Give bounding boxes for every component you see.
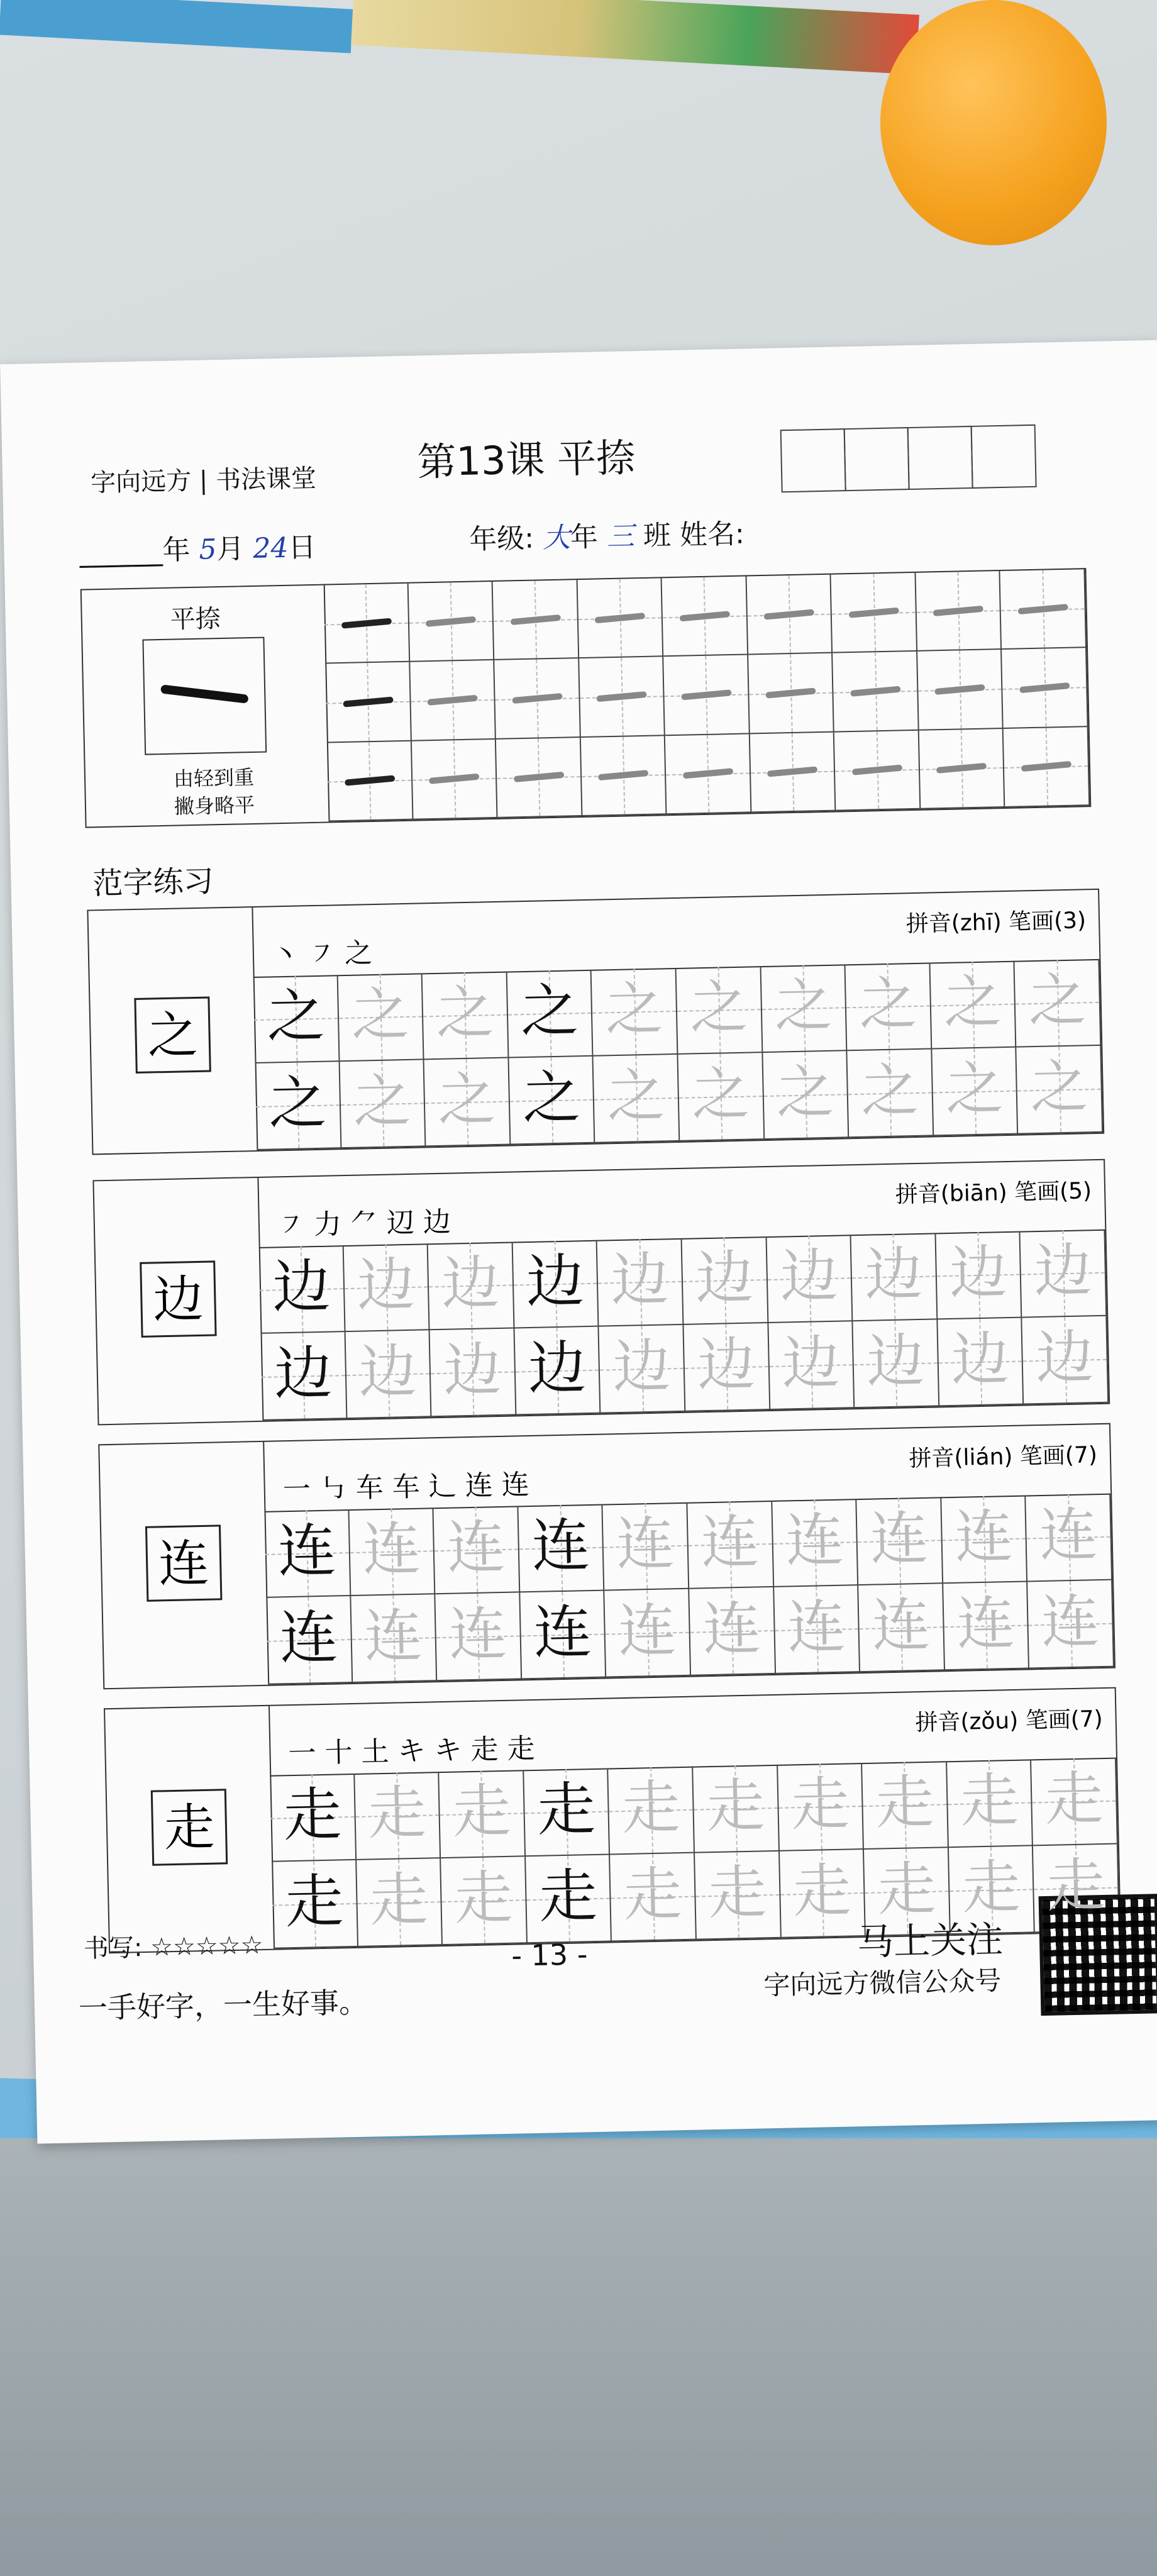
practice-cell[interactable] bbox=[930, 961, 1016, 1050]
practice-char: 边 bbox=[356, 1250, 416, 1319]
practice-char: 连 bbox=[533, 1598, 592, 1667]
practice-cell[interactable] bbox=[763, 1051, 849, 1140]
brand-logo: 字向远方 | 书法课堂 bbox=[90, 464, 317, 498]
practice-char: 连 bbox=[277, 1516, 337, 1585]
stroke-cell[interactable] bbox=[1002, 648, 1088, 729]
practice-char: 连 bbox=[1041, 1587, 1100, 1657]
class-value[interactable]: 三 bbox=[606, 520, 635, 553]
practice-char: 走 bbox=[1046, 1852, 1106, 1920]
practice-cell[interactable] bbox=[261, 1332, 347, 1421]
name-box[interactable] bbox=[907, 426, 973, 490]
practice-char: 走 bbox=[961, 1853, 1021, 1922]
practice-cell[interactable] bbox=[434, 1506, 520, 1594]
practice-cell[interactable] bbox=[1015, 959, 1101, 1048]
big-char: 边 bbox=[140, 1260, 216, 1337]
practice-char: 连 bbox=[362, 1514, 421, 1584]
stroke-cell[interactable] bbox=[327, 741, 413, 821]
practice-char: 走 bbox=[453, 1863, 514, 1933]
practice-char: 走 bbox=[1044, 1765, 1104, 1833]
name-boxes bbox=[782, 424, 1047, 492]
practice-char: 走 bbox=[875, 1768, 935, 1837]
practice-cell[interactable] bbox=[255, 1062, 341, 1150]
practice-cell[interactable] bbox=[780, 1850, 866, 1938]
practice-cell[interactable] bbox=[603, 1502, 689, 1591]
practice-cell[interactable] bbox=[512, 1240, 599, 1329]
practice-char: 之 bbox=[268, 1069, 328, 1138]
stroke-cell[interactable] bbox=[831, 573, 917, 653]
practice-cell[interactable] bbox=[509, 1057, 595, 1145]
slogan: 一手好字，一生好事。 bbox=[78, 1985, 368, 2026]
practice-char: 连 bbox=[869, 1504, 929, 1573]
practice-cell[interactable] bbox=[351, 1594, 437, 1683]
practice-cell[interactable] bbox=[864, 1848, 950, 1936]
practice-cell[interactable] bbox=[272, 1860, 358, 1949]
stroke-reference bbox=[82, 586, 330, 827]
stroke-mark bbox=[1019, 682, 1070, 693]
practice-cell[interactable] bbox=[340, 1060, 426, 1148]
stroke-note-2: 撇身略平 bbox=[174, 792, 255, 819]
section-title: 范字练习 bbox=[92, 863, 214, 902]
practice-char: 连 bbox=[448, 1599, 508, 1668]
practice-char: 边 bbox=[779, 1241, 839, 1311]
practice-char: 走 bbox=[367, 1779, 427, 1848]
stroke-mark bbox=[598, 770, 648, 780]
stroke-cell[interactable] bbox=[577, 578, 663, 658]
stroke-cell[interactable] bbox=[919, 729, 1005, 809]
practice-char: 边 bbox=[527, 1334, 587, 1403]
practice-char: 连 bbox=[956, 1589, 1016, 1658]
practice-char: 之 bbox=[690, 1060, 751, 1129]
practice-char: 连 bbox=[787, 1592, 846, 1662]
practice-cell[interactable] bbox=[695, 1852, 781, 1940]
practice-char: 边 bbox=[525, 1247, 585, 1316]
practice-char: 走 bbox=[536, 1775, 596, 1844]
practice-cell[interactable] bbox=[1026, 1494, 1112, 1582]
stroke-cell[interactable] bbox=[580, 736, 667, 816]
practice-char: 边 bbox=[1033, 1236, 1093, 1306]
stroke-cell[interactable] bbox=[496, 738, 582, 818]
practice-cell[interactable] bbox=[1022, 1316, 1109, 1405]
floor bbox=[0, 2138, 1157, 2576]
char-block-zhi bbox=[87, 889, 1104, 1155]
practice-cell[interactable] bbox=[424, 1058, 511, 1147]
practice-grid bbox=[270, 1758, 1119, 1949]
practice-char: 边 bbox=[695, 1243, 755, 1313]
practice-char: 边 bbox=[272, 1252, 331, 1321]
practice-cell[interactable] bbox=[932, 1048, 1018, 1136]
stroke-cell[interactable] bbox=[1004, 727, 1090, 808]
name-box[interactable] bbox=[844, 427, 910, 491]
stroke-mark bbox=[429, 774, 479, 784]
practice-cell[interactable] bbox=[853, 1319, 939, 1408]
stroke-cell[interactable] bbox=[411, 740, 497, 820]
practice-cell[interactable] bbox=[774, 1585, 860, 1674]
practice-char: 之 bbox=[266, 982, 326, 1051]
practice-char: 边 bbox=[1035, 1323, 1095, 1392]
practice-char: 之 bbox=[350, 980, 410, 1049]
stroke-mark bbox=[510, 614, 560, 625]
practice-cell[interactable] bbox=[943, 1582, 1029, 1670]
practice-cell[interactable] bbox=[693, 1765, 779, 1853]
practice-cell[interactable] bbox=[941, 1495, 1027, 1584]
practice-cell[interactable] bbox=[851, 1233, 938, 1321]
stroke-cell[interactable] bbox=[493, 580, 579, 660]
practice-char: 之 bbox=[435, 979, 495, 1047]
pinyin-strokes: 拼音(biān) 笔画(5) bbox=[895, 1178, 1092, 1208]
name-box[interactable] bbox=[971, 425, 1037, 489]
practice-cell[interactable] bbox=[682, 1236, 768, 1325]
grade-value[interactable]: 大 bbox=[542, 521, 571, 555]
follow-label: 马上关注 bbox=[856, 1918, 1004, 1964]
practice-char: 边 bbox=[610, 1245, 670, 1314]
practice-cell[interactable] bbox=[526, 1855, 612, 1943]
practice-cell[interactable] bbox=[514, 1327, 601, 1416]
stroke-note-1: 由轻到重 bbox=[173, 765, 255, 791]
practice-cell[interactable] bbox=[524, 1768, 610, 1857]
practice-cell[interactable] bbox=[270, 1774, 356, 1862]
practice-cell[interactable] bbox=[355, 1772, 441, 1860]
big-char: 走 bbox=[151, 1789, 228, 1865]
practice-cell[interactable] bbox=[436, 1592, 522, 1681]
stroke-cell[interactable] bbox=[663, 655, 750, 736]
stroke-cell[interactable] bbox=[579, 657, 665, 738]
practice-char: 连 bbox=[700, 1507, 760, 1577]
practice-char: 边 bbox=[696, 1330, 756, 1399]
practice-cell[interactable] bbox=[938, 1318, 1024, 1407]
stroke-mark bbox=[512, 693, 562, 704]
name-box[interactable] bbox=[780, 428, 846, 492]
practice-char: 连 bbox=[363, 1601, 423, 1670]
practice-cell[interactable] bbox=[1021, 1230, 1107, 1318]
practice-cell[interactable] bbox=[520, 1591, 606, 1680]
stroke-mark bbox=[341, 618, 391, 628]
practice-cell[interactable] bbox=[507, 970, 593, 1058]
stroke-cell[interactable] bbox=[1000, 569, 1087, 650]
date-line: ______年 5月 24日 bbox=[79, 531, 316, 569]
pinyin-strokes: 拼音(lián) 笔画(7) bbox=[909, 1442, 1098, 1472]
practice-char: 之 bbox=[1029, 1053, 1089, 1122]
stroke-mark bbox=[934, 684, 985, 695]
char-block-zou bbox=[104, 1687, 1121, 1954]
stroke-demo bbox=[160, 684, 249, 703]
practice-char: 连 bbox=[279, 1603, 339, 1672]
stroke-practice-panel bbox=[80, 568, 1092, 828]
char-block-bian bbox=[92, 1159, 1110, 1426]
practice-char: 连 bbox=[616, 1509, 675, 1579]
practice-cell[interactable] bbox=[423, 972, 509, 1060]
practice-cell[interactable] bbox=[594, 1055, 680, 1143]
grade-line: 年级: 大年 三 班 姓名: bbox=[468, 518, 745, 556]
practice-char: 之 bbox=[604, 975, 664, 1044]
stroke-mark bbox=[767, 767, 817, 777]
practice-cell[interactable] bbox=[609, 1767, 695, 1855]
practice-char: 走 bbox=[792, 1857, 852, 1926]
practice-cell[interactable] bbox=[778, 1763, 864, 1852]
practice-char: 边 bbox=[612, 1332, 672, 1401]
practice-cell[interactable] bbox=[597, 1238, 684, 1327]
practice-char: 边 bbox=[948, 1238, 1008, 1307]
stroke-mark bbox=[765, 688, 816, 699]
practice-char: 走 bbox=[369, 1865, 429, 1935]
practice-char: 走 bbox=[621, 1774, 681, 1843]
practice-cell[interactable] bbox=[592, 968, 678, 1057]
stroke-order: ㇇ 力 ⺈ 辺 边 bbox=[277, 1206, 451, 1242]
practice-cell[interactable] bbox=[1027, 1580, 1114, 1669]
stroke-cell[interactable] bbox=[665, 734, 751, 814]
practice-char: 边 bbox=[443, 1335, 502, 1404]
pinyin-strokes: 拼音(zhī) 笔画(3) bbox=[905, 908, 1087, 938]
practice-cell[interactable] bbox=[599, 1325, 685, 1414]
stroke-cell[interactable] bbox=[662, 576, 748, 657]
practice-cell[interactable] bbox=[767, 1235, 853, 1323]
stroke-cell[interactable] bbox=[833, 652, 919, 732]
practice-char: 连 bbox=[871, 1591, 931, 1660]
stroke-mark bbox=[595, 613, 645, 623]
stroke-cell[interactable] bbox=[834, 730, 921, 811]
practice-char: 边 bbox=[950, 1325, 1010, 1394]
practice-char: 连 bbox=[954, 1502, 1014, 1571]
stroke-mark bbox=[426, 616, 476, 626]
practice-char: 走 bbox=[451, 1777, 512, 1846]
practice-char: 之 bbox=[775, 1058, 835, 1127]
practice-char: 连 bbox=[1039, 1501, 1099, 1570]
practice-cell[interactable] bbox=[689, 1587, 775, 1676]
practice-char: 边 bbox=[781, 1328, 841, 1397]
stroke-cell[interactable] bbox=[748, 653, 834, 734]
practice-cell[interactable] bbox=[266, 1596, 352, 1685]
stroke-cell[interactable] bbox=[408, 582, 494, 662]
lesson-title: 第13课 平捺 bbox=[416, 435, 636, 486]
char-block-lian bbox=[98, 1423, 1115, 1690]
practice-cell[interactable] bbox=[768, 1321, 855, 1410]
practice-cell[interactable] bbox=[678, 1053, 764, 1141]
practice-cell[interactable] bbox=[858, 1584, 944, 1672]
practice-char: 连 bbox=[617, 1596, 677, 1665]
practice-grid bbox=[259, 1230, 1109, 1421]
worksheet-paper bbox=[0, 340, 1157, 2144]
month-value[interactable]: 5 bbox=[198, 533, 217, 566]
practice-char: 之 bbox=[352, 1067, 412, 1136]
practice-cell[interactable] bbox=[856, 1497, 943, 1585]
stroke-mark bbox=[852, 765, 902, 775]
practice-cell[interactable] bbox=[1033, 1845, 1119, 1933]
stroke-mark bbox=[343, 697, 393, 708]
rating-stars[interactable]: 书写: ☆☆☆☆☆ bbox=[83, 1931, 263, 1964]
practice-char: 走 bbox=[960, 1766, 1019, 1835]
practice-cell[interactable] bbox=[1017, 1046, 1103, 1135]
practice-cell[interactable] bbox=[343, 1243, 429, 1332]
practice-cell[interactable] bbox=[264, 1509, 350, 1598]
big-char: 之 bbox=[134, 997, 211, 1074]
stroke-mark bbox=[848, 607, 899, 618]
big-char: 连 bbox=[145, 1524, 222, 1601]
practice-cell[interactable] bbox=[1031, 1758, 1117, 1846]
stroke-cell[interactable] bbox=[750, 732, 836, 813]
practice-char: 边 bbox=[358, 1337, 418, 1406]
practice-char: 走 bbox=[538, 1862, 598, 1931]
practice-cell[interactable] bbox=[610, 1853, 696, 1942]
stroke-mark bbox=[936, 763, 987, 774]
practice-cell[interactable] bbox=[936, 1231, 1022, 1320]
practice-char: 连 bbox=[785, 1506, 844, 1575]
stroke-mark bbox=[1017, 604, 1068, 614]
practice-char: 之 bbox=[519, 977, 580, 1046]
practice-char: 连 bbox=[531, 1511, 590, 1580]
practice-char: 边 bbox=[274, 1339, 333, 1408]
practice-cell[interactable] bbox=[772, 1499, 858, 1587]
practice-char: 之 bbox=[521, 1063, 582, 1133]
stroke-mark bbox=[764, 609, 814, 619]
stroke-cell[interactable] bbox=[917, 650, 1004, 730]
practice-char: 之 bbox=[689, 973, 749, 1042]
practice-char: 边 bbox=[866, 1326, 926, 1396]
stroke-cell[interactable] bbox=[324, 584, 410, 664]
practice-char: 之 bbox=[860, 1056, 920, 1125]
stroke-cell[interactable] bbox=[494, 658, 580, 739]
stroke-mark bbox=[683, 769, 733, 779]
stroke-mark bbox=[933, 606, 983, 616]
practice-char: 边 bbox=[864, 1240, 924, 1309]
stroke-mark bbox=[344, 775, 394, 786]
practice-cell[interactable] bbox=[259, 1245, 345, 1334]
stroke-cell[interactable] bbox=[916, 571, 1002, 652]
practice-cell[interactable] bbox=[349, 1507, 435, 1596]
practice-cell[interactable] bbox=[605, 1589, 691, 1678]
stroke-cell[interactable] bbox=[325, 662, 411, 743]
practice-char: 之 bbox=[943, 968, 1002, 1037]
stroke-mark bbox=[1021, 761, 1071, 772]
practice-char: 走 bbox=[282, 1780, 343, 1850]
practice-cell[interactable] bbox=[253, 975, 340, 1063]
stroke-mark bbox=[679, 611, 729, 621]
practice-cell[interactable] bbox=[761, 964, 847, 1053]
practice-cell[interactable] bbox=[338, 973, 424, 1062]
practice-cell[interactable] bbox=[684, 1323, 770, 1412]
practice-char: 走 bbox=[707, 1858, 767, 1928]
stroke-mark bbox=[596, 691, 646, 702]
stroke-grid bbox=[324, 569, 1090, 821]
stroke-name: 平捺 bbox=[170, 604, 221, 635]
stroke-order: 一 十 土 キ キ 走 走 bbox=[288, 1732, 535, 1770]
practice-cell[interactable] bbox=[439, 1770, 525, 1858]
stroke-order: 一 ㇉ 车 车 ⻌ 连 连 bbox=[282, 1468, 530, 1506]
stroke-mark bbox=[850, 686, 900, 697]
practice-char: 走 bbox=[706, 1772, 765, 1841]
practice-cell[interactable] bbox=[846, 963, 932, 1052]
practice-char: 之 bbox=[606, 1062, 666, 1131]
practice-cell[interactable] bbox=[428, 1242, 514, 1331]
stroke-mark bbox=[681, 689, 731, 700]
practice-grid bbox=[264, 1494, 1114, 1685]
practice-cell[interactable] bbox=[430, 1328, 516, 1417]
practice-cell[interactable] bbox=[441, 1857, 527, 1945]
practice-char: 连 bbox=[446, 1513, 506, 1582]
practice-char: 之 bbox=[1027, 966, 1087, 1035]
practice-cell[interactable] bbox=[677, 966, 763, 1055]
practice-char: 走 bbox=[790, 1770, 850, 1839]
stroke-mark bbox=[427, 695, 477, 706]
practice-char: 之 bbox=[773, 971, 833, 1040]
stroke-mark bbox=[513, 772, 563, 782]
practice-char: 连 bbox=[702, 1594, 761, 1663]
practice-cell[interactable] bbox=[848, 1049, 934, 1138]
stroke-demo-box bbox=[142, 637, 267, 755]
pinyin-strokes: 拼音(zǒu) 笔画(7) bbox=[915, 1706, 1104, 1736]
stroke-order: 丶 ㇇ 之 bbox=[271, 937, 373, 972]
practice-cell[interactable] bbox=[862, 1761, 948, 1850]
practice-cell[interactable] bbox=[357, 1858, 443, 1947]
stroke-cell[interactable] bbox=[410, 660, 496, 741]
practice-char: 之 bbox=[437, 1065, 497, 1134]
practice-char: 走 bbox=[623, 1860, 683, 1929]
practice-cell[interactable] bbox=[949, 1846, 1035, 1935]
practice-cell[interactable] bbox=[518, 1504, 604, 1593]
practice-char: 走 bbox=[877, 1855, 936, 1924]
practice-char: 边 bbox=[441, 1248, 501, 1318]
practice-char: 走 bbox=[284, 1867, 344, 1936]
practice-char: 之 bbox=[858, 969, 918, 1038]
orange-ball bbox=[880, 0, 1107, 245]
practice-cell[interactable] bbox=[345, 1330, 431, 1419]
day-value[interactable]: 24 bbox=[252, 531, 289, 565]
practice-cell[interactable] bbox=[947, 1759, 1033, 1848]
wechat-account: 字向远方微信公众号 bbox=[763, 1965, 1002, 2001]
page-number: - 13 - bbox=[511, 1937, 588, 1973]
practice-grid bbox=[253, 959, 1103, 1150]
practice-char: 之 bbox=[944, 1055, 1004, 1124]
stroke-cell[interactable] bbox=[746, 575, 833, 655]
practice-cell[interactable] bbox=[687, 1501, 773, 1589]
